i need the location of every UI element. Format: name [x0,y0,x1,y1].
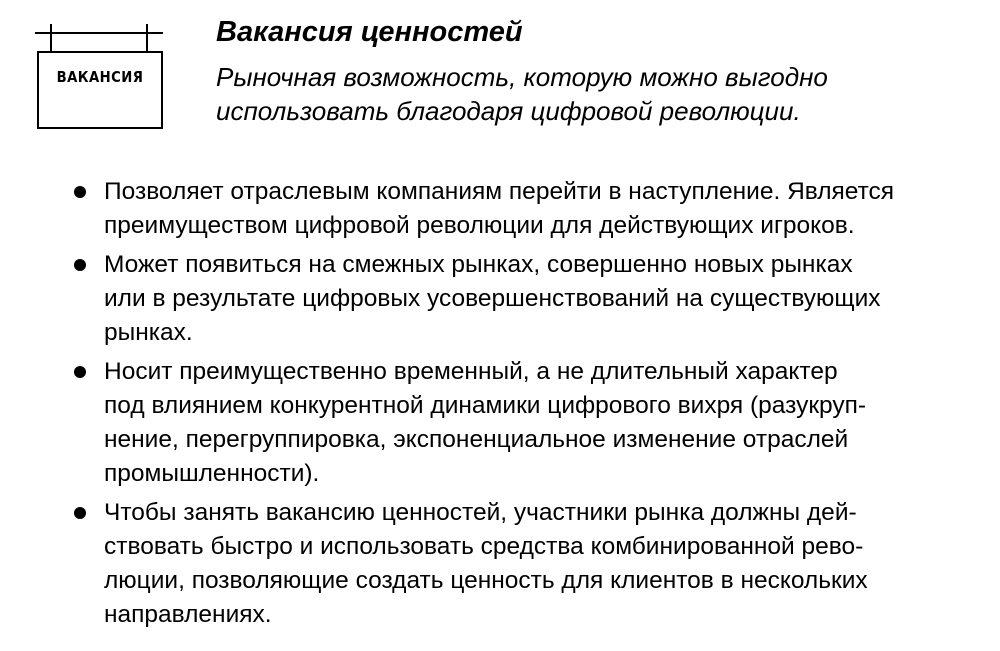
bullet-dot-icon [74,259,86,271]
bullet-line: ствовать быстро и использовать средства комбинированной рево- [104,533,864,560]
bullet-dot-icon [74,366,86,378]
subtitle-line: Рыночная возможность, которую можно выгодно [216,62,828,92]
hanging-sign-icon [30,22,170,132]
list-item [68,496,983,632]
bullet-line: промышленности). [104,460,320,487]
bullet-line: нение, перегруппировка, экспоненциальное изменение отраслей [104,426,849,453]
subtitle-line: использовать благодаря цифровой революции. [216,96,801,126]
bullet-line: преимуществом цифровой революции для действующих игроков. [104,212,855,239]
bullet-text [104,355,983,491]
list-item [68,175,983,243]
page-title: Вакансия ценностей [216,16,523,48]
bullet-text [104,496,983,632]
bullet-line: или в результате цифровых усовершенствований на существующих [104,285,881,312]
list-item [68,248,983,350]
bullet-line: люции, позволяющие создать ценность для клиентов в нескольких [104,567,868,594]
bullet-line: Носит преимущественно временный, а не длительный характер [104,358,838,385]
bullet-line: Может появиться на смежных рынках, совершенно новых рынках [104,251,853,278]
list-item [68,355,983,491]
bullet-dot-icon [74,186,86,198]
bullet-list [68,175,983,637]
bullet-line: Чтобы занять вакансию ценностей, участники рынка должны дей- [104,499,857,526]
page-subtitle [216,60,986,128]
bullet-line: под влиянием конкурентной динамики цифрового вихря (разукруп- [104,392,867,419]
bullet-line: Позволяет отраслевым компаниям перейти в наступление. Является [104,178,895,205]
bullet-text [104,248,983,350]
header [216,14,986,128]
sign-label: ВАКАНСИЯ [56,68,144,86]
bullet-text [104,175,983,243]
bullet-line: рынках. [104,319,193,346]
bullet-line: направлениях. [104,601,272,628]
bullet-dot-icon [74,507,86,519]
